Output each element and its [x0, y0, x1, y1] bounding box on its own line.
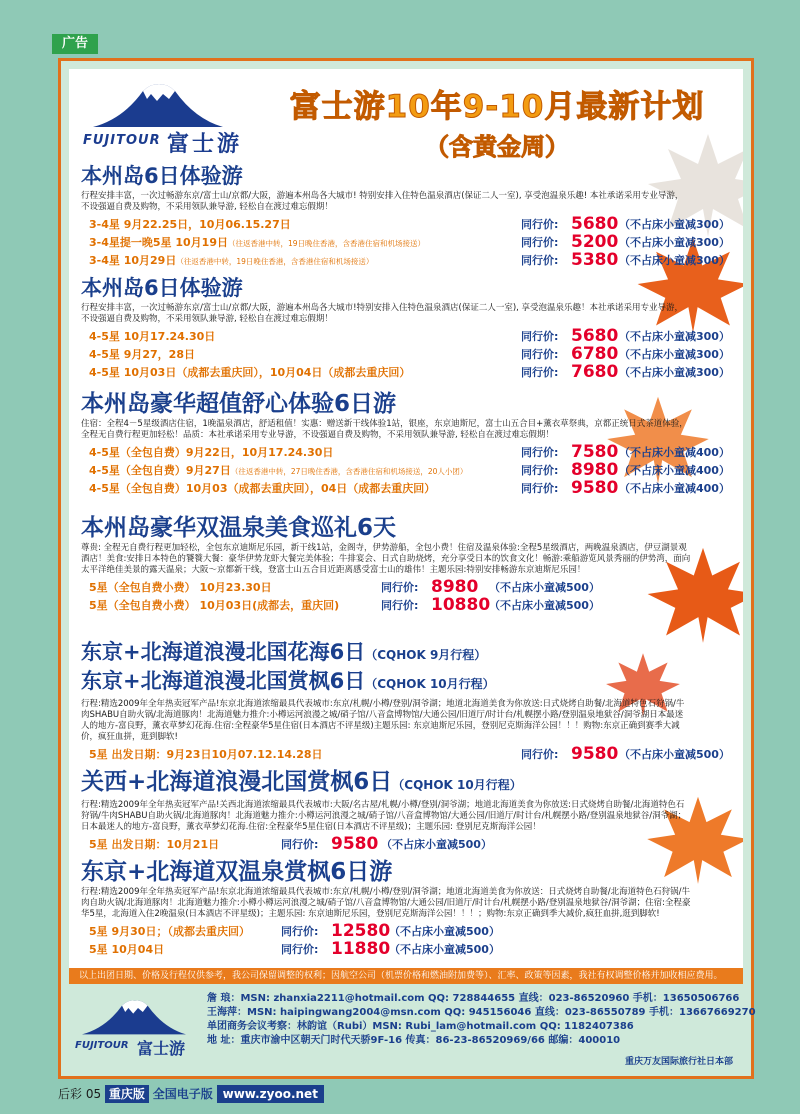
child-discount: （不占床小童减300） — [619, 254, 730, 267]
tour-title: 本州岛豪华双温泉美食巡礼6天 — [81, 515, 397, 541]
price-label: 同行价: — [281, 943, 319, 956]
child-discount: （不占床小童减300） — [619, 218, 730, 231]
edition-badge: 重庆版 — [105, 1085, 149, 1103]
departure-note: （往返香港中转，19日晚住香港，含香港住宿和机场接送） — [176, 257, 374, 266]
price: 5200 — [571, 232, 619, 252]
brand-logo — [75, 996, 195, 1060]
brand-name-cn: 富士游 — [167, 132, 243, 157]
departure-date: 4-5星（全包自费）10月03（成都去重庆回），04日（成都去重庆回） — [89, 482, 436, 495]
departure-date: 5星 9月30日；（成都去重庆回） — [89, 925, 250, 938]
price-label: 同行价: — [521, 348, 559, 361]
price: 5680 — [571, 214, 619, 234]
departure-row — [81, 252, 731, 270]
mount-fuji-icon — [93, 79, 223, 129]
departure-date: 3-4星 9月22.25日，10月06.15.27日 — [89, 218, 291, 231]
page-footer — [58, 1081, 800, 1107]
price-label: 同行价: — [281, 838, 319, 851]
price: 8980 — [431, 577, 479, 597]
departure-row — [81, 579, 731, 597]
contact-line: 詹 琅：MSN: zhanxia2211@hotmail.com QQ: 728844655 直线：023-86520960 手机：13650506766 — [207, 993, 740, 1004]
brand-logo — [83, 79, 273, 161]
tour-section — [81, 275, 731, 382]
mount-fuji-icon — [79, 996, 189, 1036]
child-discount: （不占床小童减400） — [619, 464, 730, 477]
departure-row — [81, 462, 731, 480]
departure-date: 5星 出发日期：9月23日10月07.12.14.28日 — [89, 748, 323, 761]
child-discount: （不占床小童减400） — [619, 446, 730, 459]
tour-section — [81, 769, 731, 854]
price-label: 同行价: — [521, 482, 559, 495]
contact-line: 地 址：重庆市渝中区朝天门时代天骄9F-16 传真：86-23-86520969/66 邮编：400010 — [207, 1035, 621, 1046]
tour-section — [81, 163, 731, 270]
departure-row — [81, 836, 731, 854]
departure-note: （往返香港中转，19日晚住香港，含香港住宿和机场接送） — [227, 239, 426, 248]
website-link[interactable]: www.zyoo.net — [217, 1085, 324, 1103]
departure-date: 4-5星 10月03日（成都去重庆回），10月04日（成都去重庆回） — [89, 366, 411, 379]
advertisement-frame — [58, 58, 754, 1079]
departure-date: 4-5星 9月27，28日 — [89, 348, 195, 361]
contact-box — [69, 988, 756, 1068]
price: 10880 — [431, 595, 491, 615]
departure-date: 4-5星（全包自费）9月27日（往返香港中转，27日晚住香港，含香港住宿和机场接送，20人小团） — [89, 464, 468, 477]
child-discount: （不占床小童减300） — [619, 366, 730, 379]
departure-date: 5星（全包自费小费） 10月03日(成都去，重庆回) — [89, 599, 340, 612]
tour-description: 行程:精选2009年全年热卖冠军产品!东京北海道浓缩最具代表城市:东京/札幌/小樽/登别/洞爷湖；地道北海道美食为你放送:日式烧烤自助餐/北海道特色石狩锅/牛肉SHABU自助火锅/北海道豚肉！北海道魅力推介:小樽运河浪漫之城/硝子馆/八音盒博物馆/大通公园/旧道厅/时计台/札幌摆小路/登别温泉地狱谷/洞爷湖日本最迷人的地方-富良野，薰衣草梦幻花海.住宿:全程豪华5星住宿(日本酒店不评星级)主题乐园: 东京迪斯尼乐园，登别尼克斯海洋公园！！！购物:东京正确到赛季大减价，疯狂血拼，逛到脚软! — [81, 699, 685, 742]
departure-date: 5星 10月04日 — [89, 943, 165, 956]
departure-date: 4-5星（全包自费）9月22日，10月17.24.30日 — [89, 446, 334, 459]
price-label: 同行价: — [521, 218, 559, 231]
ad-label: 广告 — [52, 34, 98, 54]
departure-date: 5星 出发日期：10月21日 — [89, 838, 220, 851]
price-label: 同行价: — [521, 464, 559, 477]
departure-note: （往返香港中转，27日晚住香港，含香港住宿和机场接送，20人小团） — [230, 467, 468, 476]
price-label: 同行价: — [381, 581, 419, 594]
contact-line: 王海萍：MSN: haipingwang2004@msn.com QQ: 945156046 直线：023-86550789 手机：13667669270 — [207, 1007, 756, 1018]
price: 6780 — [571, 344, 619, 364]
tour-section — [81, 515, 731, 615]
child-discount: （不占床小童减300） — [619, 348, 730, 361]
tour-title: 本州岛6日体验游 — [81, 164, 243, 188]
child-discount: （不占床小童减300） — [619, 330, 730, 343]
tour-title: 本州岛豪华超值舒心体验6日游 — [81, 391, 397, 417]
tour-title: 东京+北海道浪漫北国花海6日（CQHOK 9月行程） — [81, 640, 487, 664]
child-discount: （不占床小童减500） — [619, 748, 730, 761]
price-label: 同行价: — [521, 366, 559, 379]
price-label: 同行价: — [281, 925, 319, 938]
tour-description: 行程:精选2009年全年热卖冠军产品!东京北海道浓缩最具代表城市:东京/札幌/小樽/登别/洞爷湖；地道北海道美食为你放送：日式烧烤自助餐/北海道特色石狩锅/牛肉自助火锅/北海道豚肉！北海道魅力推介:小樽小樽运河浪漫之城/硝子馆/八音盒博物馆/大通公园/旧道厅/时计台/札幌摆小路/登别温泉地狱谷/洞爷湖；住宿:全程豪华5星，北海道入住2晚温泉(日本酒店不评星级)；主题乐园: 东京迪斯尼乐园，登别尼克斯海洋公园！！！；购物:东京正确到季大减价,疯狂血拼,逛到脚软! — [81, 887, 691, 919]
tour-title: 东京+北海道双温泉赏枫6日游 — [81, 859, 393, 885]
price: 9580 — [571, 478, 619, 498]
departure-date: 3-4星 10月29日（往返香港中转，19日晚住香港，含香港住宿和机场接送） — [89, 254, 374, 267]
departure-row — [81, 346, 731, 364]
departure-row — [81, 328, 731, 346]
price-label: 同行价: — [521, 446, 559, 459]
price-label: 同行价: — [521, 236, 559, 249]
departure-row — [81, 234, 731, 252]
tour-description: 行程安排丰富，一次过畅游东京/富士山/京都/大阪，游遍本州岛各大城市! 特别安排入住特色温泉酒店(保证二人一室), 享受泡温泉乐趣! 本社承诺采用专业导游，不设强逼自费及购物，不采用领队兼导游, 轻松自在渡过难忘假期！ — [81, 191, 684, 212]
child-discount: （不占床小童减500） — [489, 581, 600, 594]
price-label: 同行价: — [521, 254, 559, 267]
departure-date: 3-4星提一晚5星 10月19日（往返香港中转，19日晚住香港，含香港住宿和机场接送） — [89, 236, 426, 249]
departure-row — [81, 597, 731, 615]
edition-net: 全国电子版 — [152, 1087, 213, 1101]
tour-section — [81, 639, 731, 764]
brand-name-en: FUJITOUR — [83, 133, 161, 148]
departure-row — [81, 923, 731, 941]
price: 9580 — [331, 834, 379, 854]
price: 7680 — [571, 362, 619, 382]
tour-tag: （CQHOK 10月行程） — [365, 677, 495, 691]
departure-row — [81, 364, 731, 382]
price: 5680 — [571, 326, 619, 346]
departure-row — [81, 941, 731, 959]
tour-title-2: 东京+北海道浪漫北国赏枫6日（CQHOK 10月行程） — [81, 669, 495, 693]
ad-content — [69, 69, 743, 984]
disclaimer: 以上出团日期、价格及行程仅供参考，我公司保留调整的权利；因航空公司（机票价格和燃油附加费等）、汇率、政策等因素，我社有权调整价格并加收相应费用。 — [69, 968, 743, 984]
departure-date: 5星（全包自费小费） 10月23.30日 — [89, 581, 272, 594]
price: 8980 — [571, 460, 619, 480]
child-discount: （不占床小童减500） — [381, 838, 492, 851]
child-discount: （不占床小童减400） — [619, 482, 730, 495]
tour-section — [81, 859, 731, 959]
page-subtitle: （含黄金周） — [425, 133, 569, 161]
tour-description: 住宿：全程4－5星级酒店住宿，1晚温泉酒店，舒适租值！实惠：赠送新干线体验1站，银座，东京迪斯尼，富士山五合目+薰衣草祭典，京都正统日式茶道体验，全程无自费行程更加轻松！品质：本社承诺采用专业导游，不设强逼自费及购物，不采用领队兼导游, 轻松自在渡过难忘假期！ — [81, 419, 688, 440]
price-label: 同行价: — [381, 599, 419, 612]
child-discount: （不占床小童减500） — [389, 943, 500, 956]
page-title: 富士游10年9-10月最新计划 — [289, 89, 705, 125]
price-label: 同行价: — [521, 330, 559, 343]
agency-name: 重庆万友国际旅行社日本部 — [624, 1057, 733, 1067]
contact-lines — [207, 992, 756, 1048]
tour-description: 行程安排丰富，一次过畅游东京/富士山/京都/大阪，游遍本州岛各大城市!特别安排入住特色温泉酒店(保证二人一室), 享受泡温泉乐趣！本社承诺采用专业导游，不设强逼自费及购物，不采用领队兼导游, 轻松自在渡过难忘假期！ — [81, 303, 684, 324]
child-discount: （不占床小童减500） — [489, 599, 600, 612]
child-discount: （不占床小童减300） — [619, 236, 730, 249]
brand-name-en: FUJITOUR — [75, 1040, 129, 1051]
price: 7580 — [571, 442, 619, 462]
tour-tag: （CQHOK 9月行程） — [365, 648, 487, 662]
departure-row — [81, 444, 731, 462]
tour-description: 尊贵: 全程无自费行程更加轻松，全包东京迪斯尼乐园，新干线1站，金阁寺，伊势游船，全包小费！住宿及温泉体验:全程5星级酒店，两晚温泉酒店，伊豆湖景观酒店！美食:安排日本特色的饕餮大餐：豪华伊势龙虾大餐完美体验；牛排宴会、日式自助烧烤，充分享受日本的饮食文化！畅游:乘船游览风景秀丽的伊势湾，面向太平洋绝佳美景的露天温泉；大阪～京都新干线，登富士山五合目近距离感受富士山的雄伟！主题乐园:特别安排畅游东京迪斯尼乐园！ — [81, 543, 691, 575]
price: 12580 — [331, 921, 391, 941]
price: 11880 — [331, 939, 391, 959]
brand-name-cn: 富士游 — [137, 1039, 186, 1058]
page-number: 后彩 05 — [58, 1087, 102, 1101]
price-label: 同行价: — [521, 748, 559, 761]
departure-row — [81, 746, 731, 764]
contact-line: 单团商务会议考察：林韵谊（Rubi）MSN: Rubi_lam@hotmail.com QQ: 1182407386 — [207, 1021, 634, 1032]
departure-date: 4-5星 10月17.24.30日 — [89, 330, 216, 343]
departure-row — [81, 480, 731, 498]
tour-title: 关西+北海道浪漫北国赏枫6日（CQHOK 10月行程） — [81, 769, 522, 795]
tour-section — [81, 391, 731, 498]
tour-title: 本州岛6日体验游 — [81, 276, 243, 300]
departure-row — [81, 216, 731, 234]
price: 9580 — [571, 744, 619, 764]
price: 5380 — [571, 250, 619, 270]
tour-description: 行程:精选2009年全年热卖冠军产品!关西北海道浓缩最具代表城市:大阪/名古屋/札幌/小樽/登别/洞爷湖；地道北海道美食为你放送:日式烧烤自助餐/北海道特色石狩锅/牛肉SHABU自助火锅/北海道豚肉！北海道魅力推介:小樽运河浪漫之城/硝子馆/八音盒博物馆/大通公园/旧道厅/时计台/札幌摆小路/登别温泉地狱谷/洞爷湖；日本最迷人的地方-富良野，薰衣草梦幻花海.住宿:全程豪华5星住宿(日本酒店不评星级)；主题乐园: 登别尼克斯海洋公园！ — [81, 800, 687, 832]
tour-tag: （CQHOK 10月行程） — [392, 778, 522, 792]
child-discount: （不占床小童减500） — [389, 925, 500, 938]
